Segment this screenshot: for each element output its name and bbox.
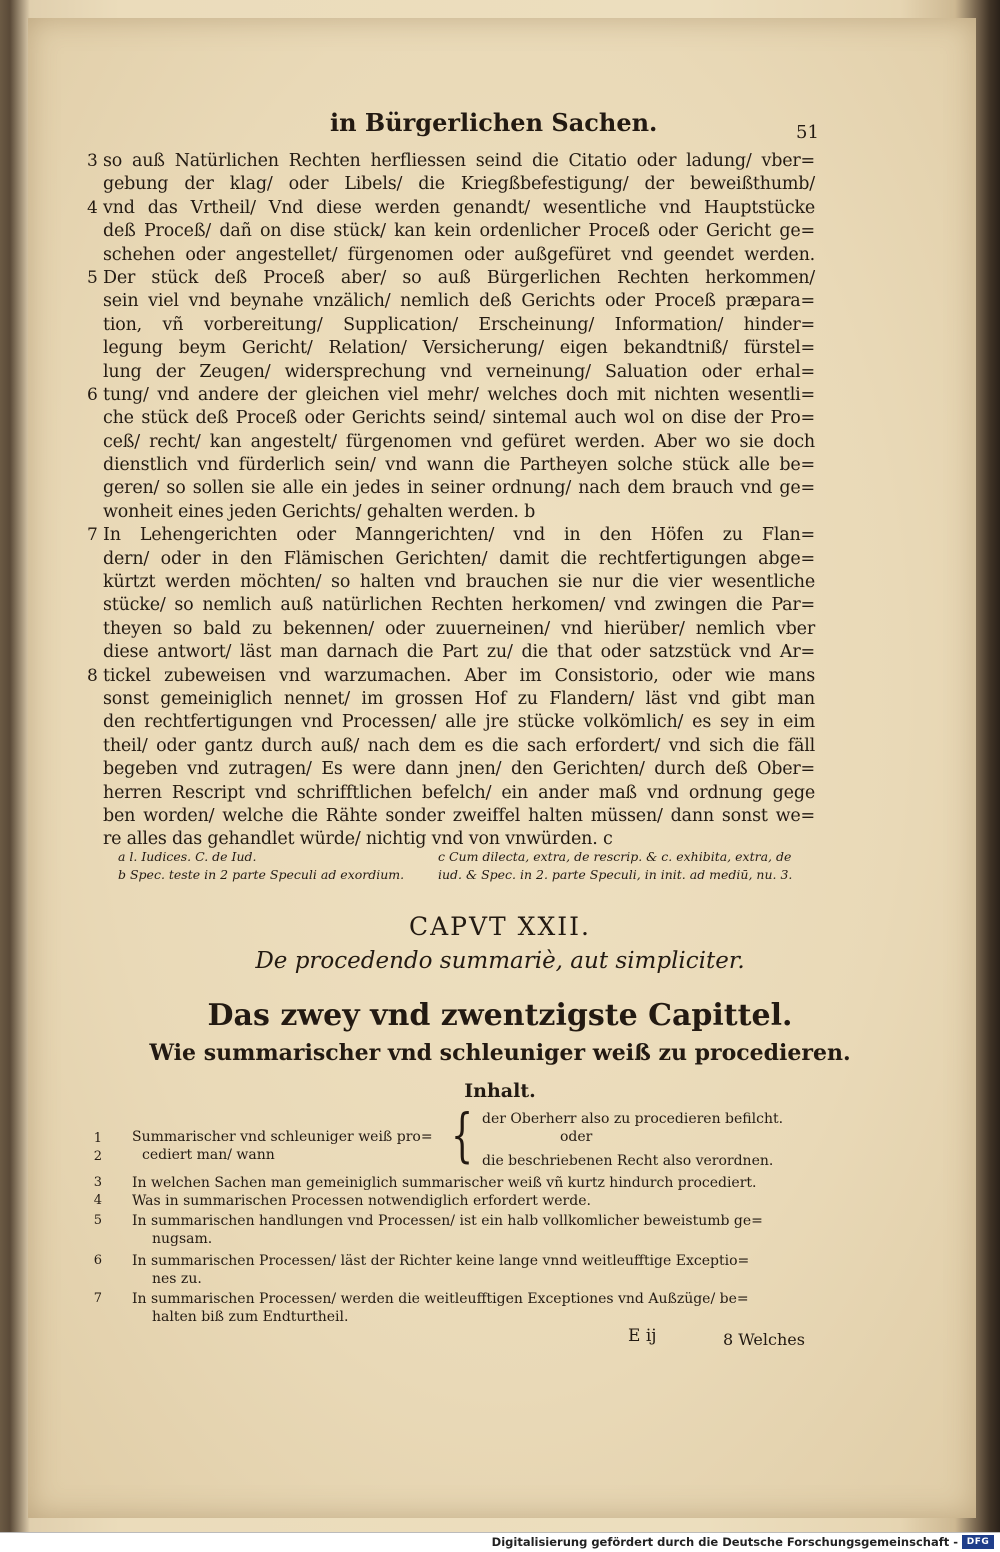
- contents-heading: Inhalt.: [464, 1080, 536, 1102]
- body-line: [103, 758, 815, 781]
- margin-number: 8: [87, 665, 98, 686]
- body-line-text: In Lehengerichten oder Manngerichten/ vnd in den Höfen zu Flan=: [103, 525, 815, 546]
- body-line-text: diese antwort/ läst man darnach die Part zu/ die that oder satzstück vnd Ar=: [103, 642, 815, 663]
- body-line-text: dern/ oder in den Flämischen Gerichten/ damit die rechtfertigungen abge=: [103, 548, 815, 569]
- body-line: [103, 337, 815, 360]
- chapter-german-title: Das zwey vnd zwentzigste Capittel.: [207, 998, 793, 1033]
- summary-number-5: 5: [93, 1213, 102, 1228]
- footnote-a: a l. Iudices. C. de Iud.: [118, 849, 257, 864]
- page-number: 51: [796, 122, 819, 143]
- body-line: [103, 220, 815, 243]
- body-line-text: ceß/ recht/ kan angestelt/ fürgenomen vnd gefüret werden. Aber wo sie doch: [103, 431, 815, 452]
- summary-item-6-line1: In summarischen Processen/ läst der Richter keine lange vnnd weitleufftige Exceptio=: [132, 1253, 750, 1269]
- body-line: [103, 361, 815, 384]
- footnote-c-line2: iud. & Spec. in 2. parte Speculi, in init. ad mediū, nu. 3.: [438, 867, 793, 882]
- summary-item-6-line2: nes zu.: [152, 1271, 202, 1287]
- body-line: [103, 688, 815, 711]
- body-line-text: so auß Natürlichen Rechten herfliessen seind die Citatio oder ladung/ vber=: [103, 151, 815, 171]
- summary-item-5-line1: In summarischen handlungen vnd Processen/ ist ein halb vollkomlicher beweistumb ge=: [132, 1213, 763, 1229]
- running-head: in Bürgerlichen Sachen.: [330, 108, 658, 137]
- body-line-text: deß Proceß/ dañ on dise stück/ kan kein ordenlicher Proceß oder Gericht ge=: [103, 221, 815, 242]
- body-line: [103, 805, 815, 828]
- summary-brace-middle: oder: [560, 1129, 593, 1145]
- body-line-text: theil/ oder gantz durch auß/ nach dem es die sach erfordert/ vnd sich die fäll: [103, 735, 815, 756]
- body-line-text: legung beym Gericht/ Relation/ Versicherung/ eigen bekandtniß/ fürstel=: [103, 338, 815, 359]
- body-line-text: den rechtfertigungen vnd Processen/ alle jre stücke volkömlich/ es sey in eim: [103, 712, 815, 733]
- footnote-b: b Spec. teste in 2 parte Speculi ad exordium.: [118, 867, 405, 882]
- summary-number-1: 1: [93, 1131, 102, 1146]
- margin-number: 4: [87, 197, 98, 218]
- footnote-c-line1: c Cum dilecta, extra, de rescrip. & c. exhibita, extra, de: [438, 849, 792, 864]
- body-line-text: dienstlich vnd fürderlich sein/ vnd wann die Partheyen solche stück alle be=: [103, 455, 815, 476]
- margin-number: 3: [87, 151, 98, 171]
- footer-credit: Digitalisierung gefördert durch die Deutsche Forschungsgemeinschaft -: [491, 1535, 958, 1549]
- body-line: [103, 244, 815, 267]
- body-line-text: herren Rescript vnd schrifftlichen befelch/ ein ander maß vnd ordnung gege: [103, 782, 815, 803]
- body-line: [103, 735, 815, 758]
- chapter-number: CAPVT XXII.: [409, 912, 591, 941]
- body-line: [87, 665, 815, 688]
- dfg-logo: DFG: [962, 1535, 994, 1549]
- body-line-text: stücke/ so nemlich auß natürlichen Rechten herkomen/ vnd zwingen die Par=: [103, 595, 815, 616]
- summary-number-4: 4: [93, 1193, 102, 1208]
- summary-item-1-line1: Summarischer vnd schleuniger weiß pro=: [132, 1129, 433, 1145]
- summary-item-1-line2: cediert man/ wann: [142, 1147, 275, 1163]
- body-line-text: sonst gemeiniglich nennet/ im grossen Hof zu Flandern/ läst vnd gibt man: [103, 688, 815, 709]
- body-line-text: schehen oder angestellet/ fürgenomen oder außgefüret vnd geendet werden.: [103, 244, 815, 265]
- body-line-text: geren/ so sollen sie alle ein jedes in seiner ordnung/ nach dem brauch vnd ge=: [103, 478, 815, 499]
- chapter-german-subtitle: Wie summarischer vnd schleuniger weiß zu procedieren.: [149, 1040, 851, 1066]
- body-line: [103, 711, 815, 734]
- body-line-text: tion, vñ vorbereitung/ Supplication/ Erscheinung/ Information/ hinder=: [103, 314, 815, 335]
- body-line: [103, 501, 815, 524]
- body-line: [103, 314, 815, 337]
- footnotes: [118, 848, 808, 896]
- summary-item-7-line2: halten biß zum Endturtheil.: [152, 1309, 349, 1325]
- summary-brace-lower: die beschriebenen Recht also verordnen.: [482, 1153, 774, 1169]
- body-line-text: begeben vnd zutragen/ Es were dann jnen/ den Gerichten/ durch deß Ober=: [103, 759, 815, 780]
- body-line-text: che stück deß Proceß oder Gerichts seind/ sintemal auch wol on dise der Pro=: [103, 408, 815, 429]
- body-line: [87, 197, 815, 220]
- summary-brace-upper: der Oberherr also zu procedieren befilcht.: [482, 1111, 784, 1127]
- body-line-text: sein viel vnd beynahe vnzälich/ nemlich deß Gerichts oder Proceß præpara=: [103, 291, 815, 312]
- summary-number-6: 6: [93, 1253, 102, 1268]
- body-line: [103, 782, 815, 805]
- summary-number-3: 3: [93, 1175, 102, 1190]
- body-line-text: lung der Zeugen/ widersprechung vnd verneinung/ Saluation oder erhal=: [103, 361, 815, 382]
- body-line: [103, 173, 815, 196]
- body-line: [103, 431, 815, 454]
- catchword: 8 Welches: [723, 1330, 805, 1349]
- body-line: [87, 150, 815, 173]
- summary-number-7: 7: [93, 1291, 102, 1306]
- margin-number: 7: [87, 525, 98, 546]
- body-line: [103, 571, 815, 594]
- brace-glyph: {: [451, 1101, 474, 1169]
- body-text: [87, 150, 815, 852]
- body-line-text: ben worden/ welche die Rähte sonder zweiffel halten müssen/ dann sonst we=: [103, 805, 815, 826]
- margin-number: 6: [87, 384, 98, 405]
- body-line: [103, 407, 815, 430]
- body-line-text: gebung der klag/ oder Libels/ die Kriegßbefestigung/ der beweißthumb/: [103, 174, 815, 195]
- body-line: [103, 641, 815, 664]
- body-line-text: wonheit eines jeden Gerichts/ gehalten werden. b: [103, 501, 536, 522]
- summary-item-3: In welchen Sachen man gemeiniglich summarischer weiß vñ kurtz hindurch procediert.: [132, 1175, 757, 1191]
- body-line: [103, 290, 815, 313]
- summary-number-2: 2: [93, 1149, 102, 1164]
- summary-item-5-line2: nugsam.: [152, 1231, 213, 1247]
- body-line: [103, 594, 815, 617]
- chapter-summary: [93, 1101, 818, 1326]
- body-line: [103, 454, 815, 477]
- summary-item-7-line1: In summarischen Processen/ werden die weitleufftigen Exceptiones vnd Außzüge/ be=: [132, 1291, 749, 1307]
- body-line-text: vnd das Vrtheil/ Vnd diese werden genandt/ wesentliche vnd Hauptstücke: [103, 197, 815, 218]
- body-line-text: theyen so bald zu bekennen/ oder zuuerneinen/ vnd hierüber/ nemlich vber: [103, 618, 815, 639]
- body-line: [87, 524, 815, 547]
- body-line-text: tickel zubeweisen vnd warzumachen. Aber im Consistorio, oder wie mans: [103, 665, 815, 686]
- signature-mark: E ij: [628, 1326, 657, 1346]
- body-line: [103, 548, 815, 571]
- body-line: [103, 477, 815, 500]
- body-line-text: re alles das gehandlet würde/ nichtig vnd von vnwürden. c: [103, 829, 613, 850]
- body-line: [87, 384, 815, 407]
- margin-number: 5: [87, 267, 98, 288]
- body-line-text: Der stück deß Proceß aber/ so auß Bürgerlichen Rechten herkommen/: [103, 267, 815, 288]
- chapter-latin-title: De procedendo summariè, aut simpliciter.: [255, 948, 745, 974]
- digitization-footer: [0, 1532, 1000, 1552]
- body-line-text: tung/ vnd andere der gleichen viel mehr/ welches doch mit nichten wesentli=: [103, 384, 815, 405]
- body-line: [87, 267, 815, 290]
- summary-item-4: Was in summarischen Processen notwendiglich erfordert werde.: [132, 1193, 591, 1209]
- body-line-text: kürtzt werden möchten/ so halten vnd brauchen sie nur die vier wesentliche: [103, 572, 815, 593]
- body-line: [103, 618, 815, 641]
